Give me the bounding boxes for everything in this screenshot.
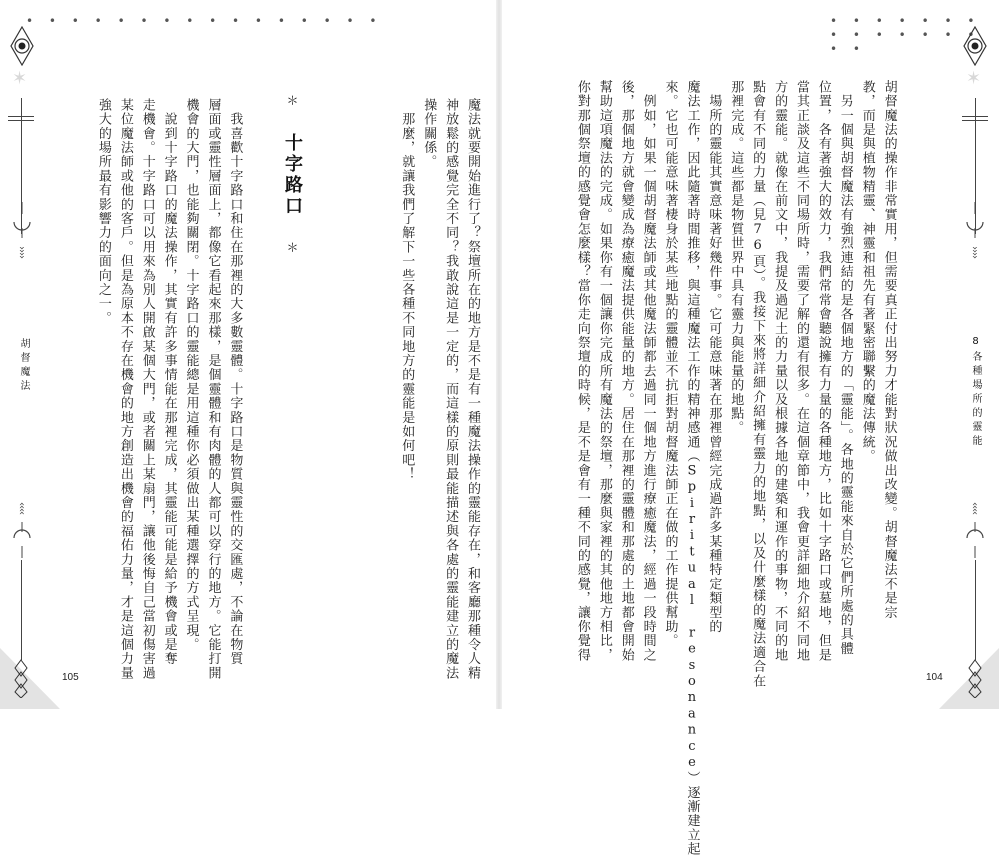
intro-paragraph <box>395 98 483 681</box>
chevron-up-icon: ‹‹‹‹ <box>16 502 27 514</box>
text-column: 當其正談及這些不同場所時，需要了解的還有很多。在這個章節中，我會更詳細地介紹不同地 <box>793 80 809 663</box>
text-column: 胡督魔法的操作非常實用，但需要真正付出努力才能對狀況做出改變。胡督魔法不是宗 <box>881 80 897 620</box>
text-column: 魔法工作，因此隨著時間推移，與這種魔法工作的精神感通（Spiritual resonance）逐漸建立起 <box>684 80 700 856</box>
text-column: 那麼，就讓我們了解下一些各種不同地方的靈能是如何吧！ <box>399 98 415 482</box>
page-number-left: 105 <box>62 672 79 683</box>
book-title-label: 胡督魔法 <box>18 338 29 394</box>
text-column: 你對那個祭壇的感覺會怎麼樣？當你走向祭壇的時候，是不是會有一種不同的感覺，讓你覺得 <box>574 80 590 663</box>
text-column: 位置，各有著強大的效力，我們常常會聽說擁有力量的各種地方，比如十字路口或墓地，但是 <box>815 80 831 663</box>
text-column: 後，那個地方就會變成為療癒魔法提供能量的地方。居住在那裡的靈體和那處的土地都會開始 <box>618 80 634 663</box>
chevron-up-icon: ‹‹‹‹ <box>969 502 980 514</box>
crescent-icon <box>11 520 33 560</box>
chevron-down-icon: ›››› <box>969 246 980 258</box>
right-page <box>500 0 999 856</box>
corner-triangle-decoration <box>0 648 60 709</box>
text-column: 點會有不同的力量（見76頁）。我接下來將詳細介紹擁有靈力的地點，以及什麼樣的魔法適合在 <box>750 80 766 689</box>
crescent-icon <box>964 200 986 240</box>
text-column: 機會的大門，也能夠關閉。十字路口的靈能總是用這種你必須做出某種選擇的方式呈現。 <box>183 98 199 652</box>
text-column: 那裡完成。這些都是物質世界中具有靈力與能量的地點。 <box>728 80 744 435</box>
text-column: 走機會。十字路口可以用來為別人開啟某個大門，或者關上某扇門，讓他後悔自己當初傷害過 <box>139 98 155 681</box>
eye-ornament-icon <box>962 26 988 66</box>
top-dots-right: • • • • • • • • • • • • • • • • <box>830 14 981 56</box>
text-column: 例如，如果一個胡督魔法師或其他魔法師都去過同一個地方進行療癒魔法，經過一段時間之 <box>640 80 656 663</box>
text-column: 方的靈能。就像在前文中，我提及過泥土的力量以及根據各地的建築和運作的事物，不同的地 <box>772 80 788 663</box>
text-column: 操作關係。 <box>421 98 437 169</box>
body-paragraphs <box>92 98 245 681</box>
chevron-down-icon: ›››› <box>16 246 27 258</box>
ornament-bar <box>8 116 34 117</box>
text-column: 幫助這項魔法的完成。如果你有一個讓你完成所有魔法的祭壇，那麼與家裡的其他地方相比， <box>596 80 612 663</box>
ornament-bar <box>8 120 34 121</box>
ornament-line-bottom <box>975 560 976 660</box>
sparkle-icon: ✶ <box>12 68 28 89</box>
heading-mark-icon: ＊ <box>285 94 299 109</box>
heading-mark-icon: ＊ <box>285 241 299 256</box>
text-column: 層面或靈性層面上，都像它看起來那樣，是個靈體和有肉體的人都可以穿行的地方。它能打開 <box>205 98 221 681</box>
section-heading-text: 十字路口 <box>282 133 303 217</box>
text-column: 教，而是與植物精靈、神靈和祖先有著緊密聯繫的魔法傳統。 <box>859 80 875 464</box>
crescent-icon <box>964 520 986 560</box>
page-number-right: 104 <box>926 672 943 683</box>
crescent-icon <box>11 200 33 240</box>
text-column: 強大的場所最有影響力的面向之一。 <box>95 98 111 326</box>
chapter-title-label: 8各種場所的靈能 <box>970 336 981 449</box>
text-column: 說到十字路口的魔法操作，其實有許多事情能在那裡完成，其靈能可能是給予機會或是奪 <box>161 98 177 666</box>
text-column: 某位魔法師或他的客戶。但是為原本不存在機會的地方創造出機會的福佑力量，才是這個力量 <box>117 98 133 681</box>
text-column: 我喜歡十字路口和住在那裡的大多數靈體。十字路口是物質與靈性的交匯處，不論在物質 <box>227 98 243 666</box>
eye-ornament-icon <box>9 26 35 66</box>
text-column: 場所的靈能其實意味著好幾件事。它可能意味著在那裡曾經完成過許多某種特定類型的 <box>706 80 722 634</box>
text-column: 神放鬆的感覺完全不同？我敢說這是一定的，而這樣的原則最能描述與各處的靈能建立的魔法 <box>443 98 459 681</box>
sparkle-icon: ✶ <box>966 68 982 89</box>
text-column: 來。它也可能意味著棲身於某些地點的靈體並不抗拒對胡督魔法師正在做的工作提供幫助。 <box>662 80 678 648</box>
knot-ornament-icon <box>967 658 983 698</box>
ornament-line-bottom <box>21 560 22 660</box>
ornament-bar <box>962 120 988 121</box>
right-body-text <box>571 80 900 856</box>
text-column: 另一個與胡督魔法有強烈連結的是各個地方的「靈能」。各地的靈能來自於它們所處的具體 <box>837 80 853 656</box>
section-heading <box>279 94 305 256</box>
knot-ornament-icon <box>13 658 29 698</box>
left-page <box>0 0 497 709</box>
text-column: 魔法就要開始進行了？祭壇所在的地方是不是有一種魔法操作的靈能存在，和客廳那種令人精 <box>465 98 480 681</box>
ornament-bar <box>962 116 988 117</box>
top-dots-left: • • • • • • • • • • • • • • • • <box>26 14 383 28</box>
